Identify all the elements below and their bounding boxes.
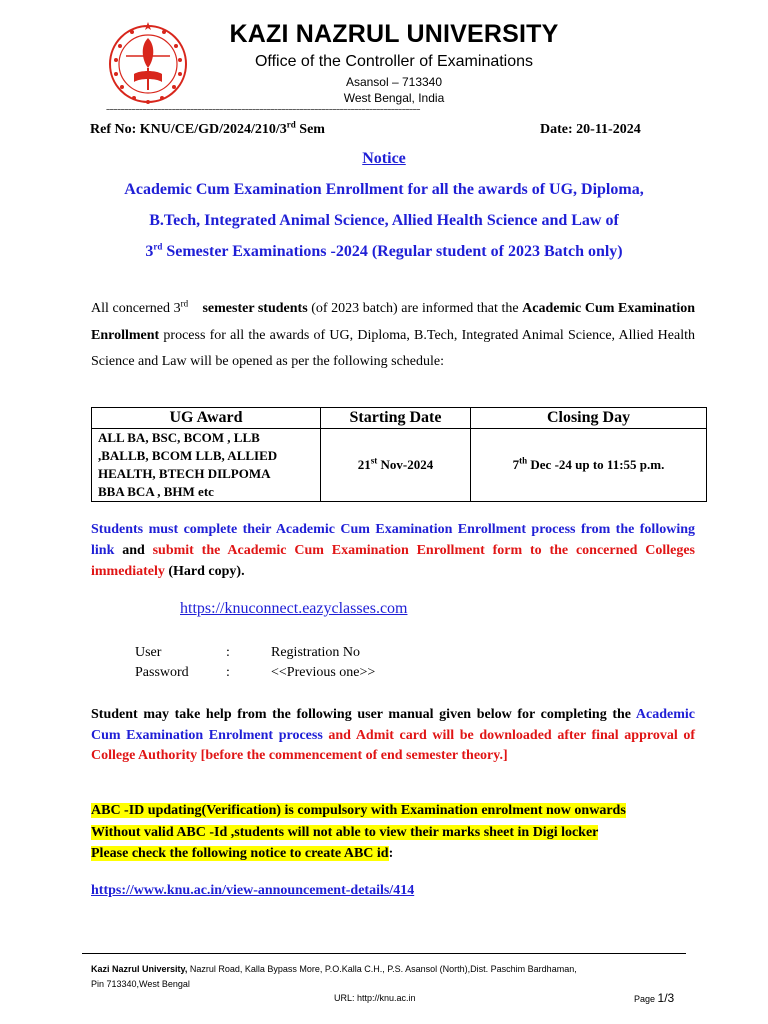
notice-heading: Notice [362, 150, 406, 167]
footer-address-rest: Nazrul Road, Kalla Bypass More, P.O.Kalla C.H., P.S. Asansol (North),Dist. Paschim Bardhaman, [187, 964, 577, 974]
header-divider: ====================================================================================== [106, 108, 420, 114]
credential-label-password: Password [135, 665, 189, 680]
abc-line-1: ABC -ID updating(Verification) is compulsory with Examination enrolment now onwards [91, 803, 626, 818]
intro-text-2: (of 2023 batch) are informed that the [307, 301, 523, 316]
help-paragraph [91, 705, 695, 767]
close-day-sup: th [519, 455, 528, 466]
intro-text-1: All concerned 3 [91, 301, 181, 316]
university-logo [104, 16, 192, 108]
credential-separator: : [226, 645, 230, 660]
instructions-blue: Students must complete their Academic Cum Examination Enrollment process from the following link [91, 522, 695, 558]
page-value: 1/3 [657, 991, 675, 1005]
abc-id-notice [91, 800, 626, 865]
instructions-black-1: and [114, 543, 153, 558]
abc-line-3: Please check the following notice to create ABC id [91, 846, 389, 861]
address-line-1: Asansol – 713340 [345, 75, 443, 89]
footer-pin: Pin 713340,West Bengal [91, 979, 190, 989]
instructions-red: submit the Academic Cum Examination Enrollment form to the concerned Colleges immediately [91, 543, 695, 579]
table-row [92, 429, 707, 502]
footer-university: Kazi Nazrul University, [91, 964, 188, 974]
address-line-2: West Bengal, India [343, 91, 445, 105]
schedule-header-row [92, 408, 707, 429]
header-ug-award: UG Award [92, 408, 321, 429]
abc-line-2: Without valid ABC -Id ,students will not able to view their marks sheet in Digi locker [91, 824, 599, 840]
reference-number [90, 119, 325, 138]
close-day: 7 [512, 457, 520, 472]
date-value: 20-11-2024 [576, 122, 641, 137]
award-cell [92, 429, 321, 502]
enrollment-portal-link[interactable]: https://knuconnect.eazyclasses.com [180, 600, 408, 617]
start-date-cell [321, 429, 471, 502]
title-semester-sup: rd [153, 241, 163, 252]
ref-label: Ref No: [90, 122, 137, 137]
title-semester-number: 3 [145, 243, 154, 260]
notice-title-line-3 [60, 243, 708, 261]
closing-day-cell [471, 429, 707, 502]
help-text: Student may take help from the following user manual given below for completing the [91, 707, 636, 722]
date-label: Date: [540, 122, 573, 137]
intro-paragraph [91, 296, 695, 376]
footer-address [91, 964, 577, 974]
start-day: 21 [357, 457, 371, 472]
enrollment-instructions [91, 519, 695, 582]
intro-bold-2: Academic Cum Examination Enrollment [91, 301, 695, 343]
university-name: KAZI NAZRUL UNIVERSITY [229, 20, 559, 48]
award-line: BBA BCA , BHM etc [98, 484, 214, 499]
help-blue: Academic Cum Examination Enrolment process [91, 707, 695, 743]
ref-sup: rd [286, 119, 296, 130]
credential-value-password: <<Previous one>> [271, 665, 376, 680]
notice-title-line-1: Academic Cum Examination Enrollment for all the awards of UG, Diploma, [124, 181, 644, 198]
abc-announcement-link[interactable]: https://www.knu.ac.in/view-announcement-details/414 [91, 883, 415, 898]
intro-text-3: process for all the awards of UG, Diploma, B.Tech, Integrated Animal Science, Allied Health Science and Law will be opened as per the following schedule: [91, 327, 695, 369]
title-semester-text: Semester Examinations -2024 (Regular student of 2023 Batch only) [162, 243, 623, 260]
page-label: Page [634, 994, 658, 1004]
intro-bold-1: semester students [202, 301, 308, 316]
page-number [634, 991, 674, 1005]
award-line: HEALTH, BTECH DILPOMA [98, 466, 271, 481]
start-day-sup: st [370, 455, 378, 466]
close-detail: Dec -24 up to 11:55 p.m. [527, 457, 665, 472]
abc-line-3-colon: : [388, 846, 394, 861]
header-closing-day: Closing Day [471, 408, 707, 429]
ref-value: KNU/CE/GD/2024/210/3 [139, 122, 287, 137]
notice-title-line-2: B.Tech, Integrated Animal Science, Allied Health Science and Law of [149, 212, 619, 229]
help-red: Admit card will be downloaded after final approval of College Authority [before the commencement of end semester theory.] [91, 727, 695, 763]
footer-divider [82, 953, 686, 954]
intro-sup: rd [180, 298, 189, 309]
credential-label-user: User [135, 645, 162, 660]
header-starting-date: Starting Date [321, 408, 471, 429]
schedule-table [91, 407, 707, 502]
credential-value-user: Registration No [271, 645, 361, 660]
award-line: ,BALLB, BCOM LLB, ALLIED [98, 448, 278, 463]
award-line: ALL BA, BSC, BCOM , LLB [98, 430, 260, 445]
start-month: Nov-2024 [377, 457, 434, 472]
footer-url: URL: http://knu.ac.in [334, 993, 416, 1003]
office-name: Office of the Controller of Examinations [254, 53, 534, 70]
notice-date [540, 122, 641, 138]
ref-suffix: Sem [295, 122, 325, 137]
instructions-black-2: (Hard copy). [164, 564, 245, 579]
help-and: and [322, 727, 356, 743]
credential-separator: : [226, 665, 230, 680]
